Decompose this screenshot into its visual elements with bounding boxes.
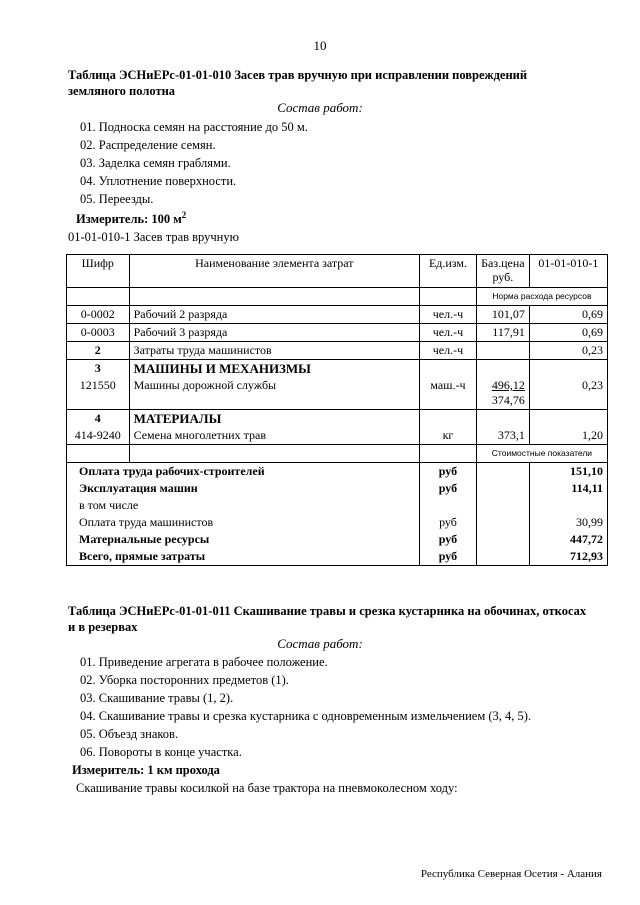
- header-base-price: Баз.цена руб.: [476, 255, 529, 288]
- resource-table: [66, 254, 608, 566]
- cost-label-row: [67, 445, 608, 463]
- table-header-row: [67, 255, 608, 288]
- cost-value: 30,99: [529, 514, 607, 531]
- row-unit: маш.-ч: [420, 377, 477, 410]
- work-item: 01. Подноска семян на расстояние до 50 м.: [80, 120, 308, 134]
- row-price: 373,1: [476, 427, 529, 445]
- section-row: [67, 410, 608, 428]
- page-number: 10: [313, 38, 327, 53]
- table-row: [67, 427, 608, 445]
- row-name: Затраты труда машинистов: [129, 342, 420, 360]
- cost-row: [67, 497, 608, 514]
- cost-value: 151,10: [529, 463, 607, 481]
- table-row: [67, 377, 608, 410]
- cost-row: [67, 463, 608, 481]
- cost-row: [67, 548, 608, 566]
- row-value: 0,69: [529, 306, 607, 324]
- row-name: Машины дорожной службы: [129, 377, 420, 410]
- work-item: 03. Скашивание травы (1, 2).: [80, 691, 234, 705]
- table-row: [67, 306, 608, 324]
- table2-title: Таблица ЭСНиЕРс-01-01-011 Скашивание травы и срезка кустарника на обочинах, откосах и в резервах: [68, 604, 587, 634]
- cost-name: Оплата труда рабочих-строителей: [67, 463, 420, 481]
- header-code: Шифр: [67, 255, 130, 288]
- cost-value: 712,93: [529, 548, 607, 566]
- cost-unit: руб: [420, 531, 477, 548]
- footer-region: Республика Северная Осетия - Алания: [420, 868, 602, 880]
- header-col: 01-01-010-1: [529, 255, 607, 288]
- row-name: Рабочий 2 разряда: [129, 306, 420, 324]
- row-code: 121550: [67, 377, 130, 410]
- row-value: 0,69: [529, 324, 607, 342]
- section-title: МАШИНЫ И МЕХАНИЗМЫ: [129, 360, 420, 378]
- header-name: Наименование элемента затрат: [129, 255, 420, 288]
- work-item: 02. Уборка посторонних предметов (1).: [80, 673, 289, 687]
- row-price: 117,91: [476, 324, 529, 342]
- work-item: 04. Скашивание травы и срезка кустарника с одновременным измельчением (3, 4, 5).: [80, 709, 532, 723]
- row-value: 1,20: [529, 427, 607, 445]
- row-price: [476, 377, 529, 410]
- section-title: МАТЕРИАЛЫ: [129, 410, 420, 428]
- cost-row: [67, 480, 608, 497]
- row-unit: кг: [420, 427, 477, 445]
- table1-subtitle: 01-01-010-1 Засев трав вручную: [68, 230, 239, 244]
- cost-name: Эксплуатация машин: [67, 480, 420, 497]
- table1-meter: Измеритель: 100 $м^2$: [76, 210, 187, 227]
- cost-row: [67, 531, 608, 548]
- cost-name: Оплата труда машинистов: [67, 514, 420, 531]
- row-code: 2: [67, 342, 130, 360]
- cost-unit: руб: [420, 463, 477, 481]
- row-unit: чел.-ч: [420, 342, 477, 360]
- table-row: [67, 342, 608, 360]
- work-item: 06. Повороты в конце участка.: [80, 745, 242, 759]
- table2-work-caption: Состав работ:: [277, 636, 363, 651]
- row-price: [476, 342, 529, 360]
- table-row: [67, 324, 608, 342]
- row-name: Рабочий 3 разряда: [129, 324, 420, 342]
- cost-name: в том числе: [67, 497, 420, 514]
- table2-work-list: [80, 653, 531, 761]
- norm-row: [67, 288, 608, 306]
- work-item: 02. Распределение семян.: [80, 138, 216, 152]
- table2-subtitle: Скашивание травы косилкой на базе трактора на пневмоколесном ходу:: [76, 781, 458, 795]
- cost-row: [67, 514, 608, 531]
- row-code: 0-0003: [67, 324, 130, 342]
- section-code: 3: [67, 360, 130, 378]
- cost-value: 114,11: [529, 480, 607, 497]
- header-unit: Ед.изм.: [420, 255, 477, 288]
- table1-work-caption: Состав работ:: [277, 100, 363, 115]
- row-unit: чел.-ч: [420, 306, 477, 324]
- section-row: [67, 360, 608, 378]
- row-code: 414-9240: [67, 427, 130, 445]
- cost-unit: руб: [420, 514, 477, 531]
- price-bottom: 374,76: [491, 393, 525, 407]
- row-code: 0-0002: [67, 306, 130, 324]
- cost-unit: руб: [420, 548, 477, 566]
- work-item: 04. Уплотнение поверхности.: [80, 174, 237, 188]
- row-value: 0,23: [529, 377, 607, 410]
- row-price: 101,07: [476, 306, 529, 324]
- table2-meter: Измеритель: 1 км прохода: [72, 763, 220, 777]
- table1-work-list: [80, 118, 308, 208]
- section-code: 4: [67, 410, 130, 428]
- work-item: 01. Приведение агрегата в рабочее положение.: [80, 655, 328, 669]
- cost-unit: руб: [420, 480, 477, 497]
- cost-value: 447,72: [529, 531, 607, 548]
- price-top: 496,12: [491, 378, 525, 392]
- table1-title: Таблица ЭСНиЕРс-01-01-010 Засев трав вручную при исправлении повреждений земляного полотна: [68, 68, 528, 98]
- cost-label: Стоимостные показатели: [476, 445, 607, 463]
- cost-name: Материальные ресурсы: [67, 531, 420, 548]
- row-name: Семена многолетних трав: [129, 427, 420, 445]
- cost-name: Всего, прямые затраты: [67, 548, 420, 566]
- work-item: 05. Объезд знаков.: [80, 727, 179, 741]
- row-unit: чел.-ч: [420, 324, 477, 342]
- row-value: 0,23: [529, 342, 607, 360]
- norm-label: Норма расхода ресурсов: [476, 288, 607, 306]
- work-item: 03. Заделка семян граблями.: [80, 156, 231, 170]
- work-item: 05. Переезды.: [80, 192, 154, 206]
